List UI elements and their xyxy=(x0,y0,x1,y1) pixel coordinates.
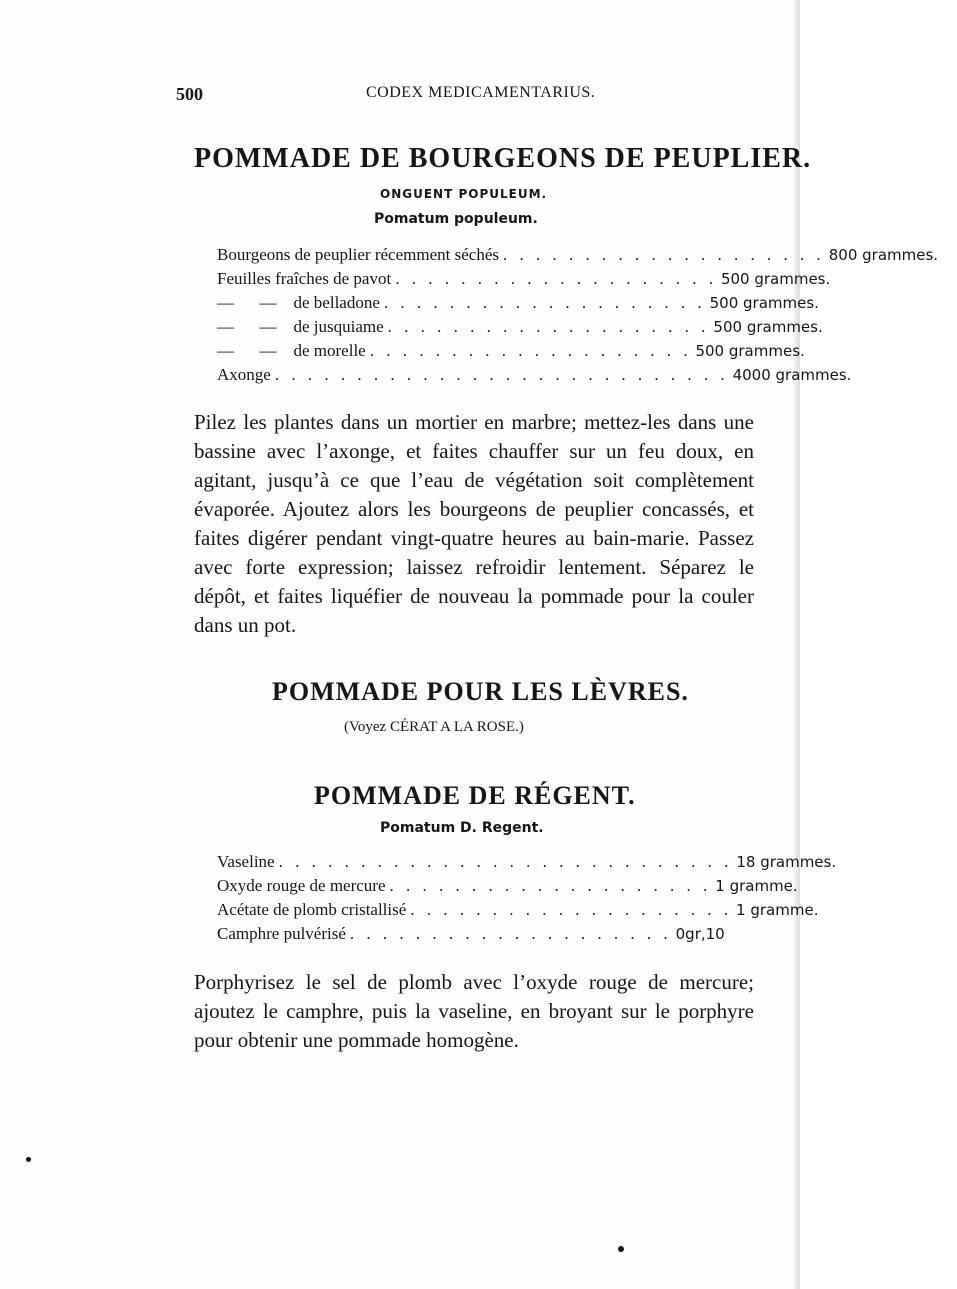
ingredient-row xyxy=(217,293,819,317)
ingredient-row xyxy=(217,924,725,948)
ingredient-quantity: 4000 grammes. xyxy=(732,366,852,384)
leader-dots: . . . . . . . . . . . . . . . . . . . . xyxy=(369,341,692,360)
ingredient-row xyxy=(217,245,939,269)
ingredient-row xyxy=(217,269,831,293)
ingredient-quantity: 0gr,10 xyxy=(675,925,725,943)
ingredient-name: Axonge xyxy=(217,365,271,384)
leader-dots: . . . . . . . . . . . . . . . . . . . . xyxy=(395,269,717,288)
ingredient-name: Bourgeons de peuplier récemment séchés xyxy=(217,245,499,264)
ingredient-row xyxy=(217,876,798,900)
ingredient-name: Oxyde rouge de mercure xyxy=(217,876,386,895)
section-title-regent: POMMADE DE RÉGENT. xyxy=(314,781,636,810)
ingredient-name: Camphre pulvérisé xyxy=(217,924,346,943)
running-head xyxy=(176,84,756,108)
ingredient-row xyxy=(217,900,819,924)
ingredient-row xyxy=(217,317,823,341)
ingredient-name: — — de belladone xyxy=(217,293,380,312)
ingredient-quantity: 500 grammes. xyxy=(695,342,805,360)
leader-dots: . . . . . . . . . . . . . . . . . . . . xyxy=(389,876,712,895)
ingredient-row xyxy=(217,365,852,389)
ingredient-name: — — de jusquiame xyxy=(217,317,384,336)
section-latin-name: Pomatum D. Regent. xyxy=(380,820,544,836)
instructions-paragraph-peuplier: Pilez les plantes dans un mortier en marbre; mettez-les dans une bassine avec l’axonge, et faites chauffer sur un feu doux, en agitant, jusqu’à ce que l’eau de végétation soit complètement évaporée. Ajoutez alors les bourgeons de peuplier concassés, et faites digérer pendant vingt-quatre heures au bain-marie. Passez avec forte expression; laissez refroidir lentement. Séparez le dépôt, et faites liquéfier de nouveau la pommade pour la couler dans un pot. xyxy=(194,410,754,637)
running-title: CODEX MEDICAMENTARIUS. xyxy=(366,84,596,101)
section-subtitle-onguent: ONGUENT POPULEUM. xyxy=(380,187,548,201)
page-number: 500 xyxy=(176,84,203,104)
cross-reference: (Voyez CÉRAT A LA ROSE.) xyxy=(344,719,524,735)
leader-dots: . . . . . . . . . . . . . . . . . . . . xyxy=(387,317,710,336)
section-title-bourgeons-peuplier: POMMADE DE BOURGEONS DE PEUPLIER. xyxy=(194,143,812,174)
ingredient-quantity: 500 grammes. xyxy=(720,270,831,288)
print-speck xyxy=(618,1246,624,1252)
print-speck xyxy=(26,1157,31,1162)
leader-dots: . . . . . . . . . . . . . . . . . . . . . . . . . . . . xyxy=(278,852,733,871)
ingredient-list-regent xyxy=(217,852,837,948)
ingredient-name: Acétate de plomb cristallisé xyxy=(217,900,407,919)
ingredient-quantity: 18 grammes. xyxy=(736,853,837,871)
ingredient-quantity: 500 grammes. xyxy=(709,294,819,312)
leader-dots: . . . . . . . . . . . . . . . . . . . . xyxy=(410,900,733,919)
section-latin-name: Pomatum populeum. xyxy=(374,211,538,227)
ingredient-quantity: 500 grammes. xyxy=(713,318,823,336)
ingredient-name: — — de morelle xyxy=(217,341,366,360)
leader-dots: . . . . . . . . . . . . . . . . . . . . xyxy=(502,245,825,264)
ingredient-row xyxy=(217,852,837,876)
leader-dots: . . . . . . . . . . . . . . . . . . . . . . . . . . . . xyxy=(274,365,729,384)
instructions-paragraph-regent: Porphyrisez le sel de plomb avec l’oxyde rouge de mercure; ajoutez le camphre, puis la vaseline, en broyant sur le porphyre pour obtenir une pommade homogène. xyxy=(194,970,754,1052)
ingredient-list-peuplier xyxy=(217,245,939,389)
ingredient-quantity: 1 gramme. xyxy=(715,877,798,895)
ingredient-row xyxy=(217,341,805,365)
page-edge-shadow xyxy=(794,0,800,1289)
ingredient-quantity: 1 gramme. xyxy=(736,901,819,919)
leader-dots: . . . . . . . . . . . . . . . . . . . . xyxy=(383,293,706,312)
ingredient-quantity: 800 grammes. xyxy=(828,246,939,264)
ingredient-name: Vaseline xyxy=(217,852,275,871)
ingredient-name: Feuilles fraîches de pavot xyxy=(217,269,392,288)
leader-dots: . . . . . . . . . . . . . . . . . . . . xyxy=(349,924,672,943)
section-title-levres: POMMADE POUR LES LÈVRES. xyxy=(272,677,689,706)
